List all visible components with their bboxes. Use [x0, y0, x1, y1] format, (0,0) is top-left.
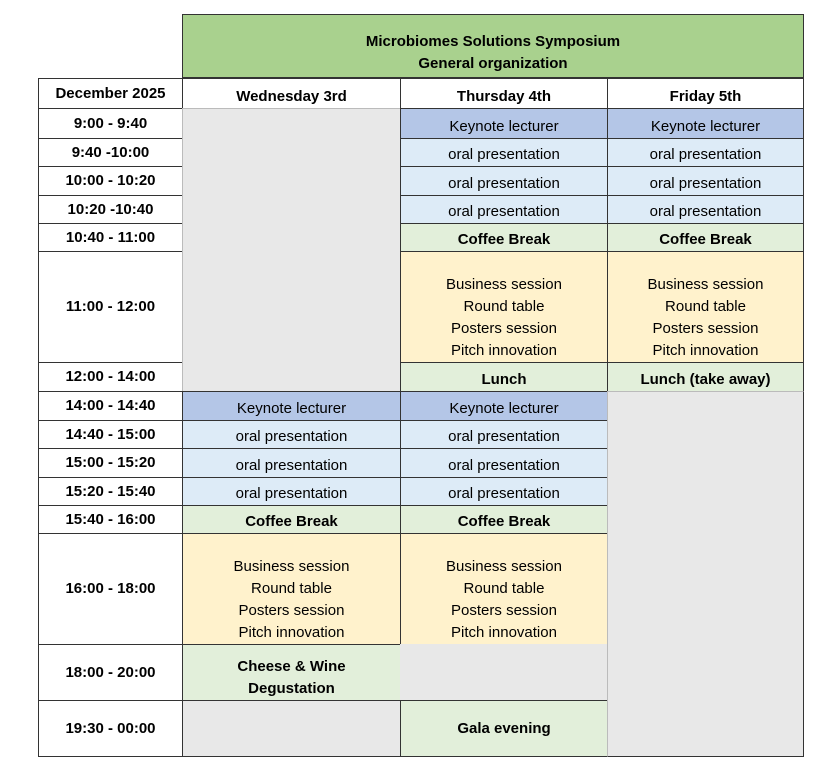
time-slot: [38, 477, 183, 506]
session-label: Coffee Break: [245, 513, 338, 530]
session-label: oral presentation: [448, 146, 560, 163]
day-header-wednesday: [182, 78, 401, 109]
sessions-block: [400, 251, 608, 363]
session-label: Gala evening: [457, 719, 551, 737]
session-label: Keynote lecturer: [449, 118, 559, 135]
time-slot: [38, 700, 183, 757]
oral-presentation-cell: [400, 420, 608, 449]
sessions-block: [607, 251, 804, 363]
time-label: 9:40 -10:00: [71, 143, 150, 161]
time-slot: [38, 223, 183, 252]
oral-presentation-cell: [400, 166, 608, 196]
title-line-2: General organization: [418, 55, 568, 72]
coffee-break-cell: [400, 505, 608, 534]
session-label: oral presentation: [649, 146, 762, 163]
session-label: oral presentation: [448, 485, 560, 502]
session-label: oral presentation: [649, 175, 762, 192]
session-label: Coffee Break: [659, 231, 752, 248]
oral-presentation-cell: [607, 166, 804, 196]
session-label: Round table: [251, 580, 332, 597]
oral-presentation-cell: [400, 138, 608, 167]
cheese-wine-cell: [182, 644, 401, 701]
oral-presentation-cell: [400, 477, 608, 506]
empty-cell: [607, 391, 804, 757]
symposium-title: [182, 14, 804, 78]
empty-cell: [182, 108, 401, 392]
oral-presentation-cell: [607, 138, 804, 167]
session-label: Pitch innovation: [238, 624, 345, 641]
session-label: Cheese & Wine: [237, 658, 346, 675]
time-label: 9:00 - 9:40: [73, 114, 148, 132]
session-label: Keynote lecturer: [236, 400, 347, 417]
session-label: Business session: [233, 558, 350, 575]
session-label: Posters session: [652, 320, 759, 337]
month-header: [38, 78, 183, 109]
session-label: Pitch innovation: [652, 342, 759, 359]
sessions-block: [182, 533, 401, 645]
time-label: 10:00 - 10:20: [65, 172, 156, 189]
session-label: Coffee Break: [457, 513, 551, 530]
coffee-break-cell: [182, 505, 401, 534]
oral-presentation-cell: [182, 420, 401, 449]
session-label: oral presentation: [235, 428, 348, 445]
session-label: Posters session: [238, 602, 345, 619]
session-label: Business session: [446, 276, 562, 293]
session-label: oral presentation: [649, 203, 762, 220]
gala-evening-cell: [400, 700, 608, 757]
session-label: Coffee Break: [457, 231, 551, 248]
session-label: Business session: [647, 276, 764, 293]
keynote-cell: [182, 391, 401, 421]
session-label: Keynote lecturer: [449, 400, 559, 417]
empty-cell: [400, 644, 608, 701]
time-label: 11:00 - 12:00: [65, 298, 156, 315]
keynote-cell: [607, 108, 804, 139]
oral-presentation-cell: [182, 448, 401, 478]
day-header-thursday: [400, 78, 608, 109]
time-label: 15:00 - 15:20: [65, 454, 156, 471]
session-label: Round table: [463, 580, 545, 597]
session-label: Pitch innovation: [451, 342, 557, 359]
time-slot: [38, 505, 183, 534]
coffee-break-cell: [400, 223, 608, 252]
oral-presentation-cell: [400, 195, 608, 224]
day-label: Wednesday 3rd: [236, 88, 347, 105]
time-label: 19:30 - 00:00: [65, 719, 156, 737]
oral-presentation-cell: [182, 477, 401, 506]
time-slot: [38, 362, 183, 392]
time-slot: [38, 251, 183, 363]
time-slot: [38, 138, 183, 167]
time-label: 15:20 - 15:40: [65, 482, 156, 500]
session-label: Business session: [446, 558, 562, 575]
day-label: Friday 5th: [669, 88, 742, 105]
session-label: Round table: [665, 298, 746, 315]
session-label: Lunch (take away): [640, 371, 771, 388]
session-label: oral presentation: [448, 428, 560, 445]
time-slot: [38, 420, 183, 449]
time-slot: [38, 166, 183, 196]
day-label: Thursday 4th: [456, 88, 552, 105]
time-label: 12:00 - 14:00: [65, 368, 156, 385]
time-label: 15:40 - 16:00: [65, 510, 156, 528]
session-label: Pitch innovation: [451, 624, 557, 641]
session-label: oral presentation: [235, 457, 348, 474]
time-label: 10:40 - 11:00: [65, 228, 156, 246]
session-label: Posters session: [451, 320, 557, 337]
time-label: 18:00 - 20:00: [65, 663, 156, 681]
time-label: 14:40 - 15:00: [65, 425, 156, 443]
session-label: oral presentation: [235, 485, 348, 502]
session-label: Keynote lecturer: [650, 118, 761, 135]
empty-cell: [182, 700, 401, 757]
session-label: oral presentation: [448, 457, 560, 474]
time-label: 10:20 -10:40: [67, 200, 154, 218]
title-line-1: Microbiomes Solutions Symposium: [365, 33, 621, 50]
lunch-cell: [400, 362, 608, 392]
session-label: Posters session: [451, 602, 557, 619]
session-label: Lunch: [481, 371, 527, 388]
time-label: 16:00 - 18:00: [65, 580, 156, 597]
time-slot: [38, 108, 183, 139]
session-label: Degustation: [248, 680, 335, 697]
session-label: Round table: [463, 298, 545, 315]
month-label: December 2025: [55, 84, 166, 102]
time-slot: [38, 195, 183, 224]
time-label: 14:00 - 14:40: [65, 397, 156, 414]
oral-presentation-cell: [400, 448, 608, 478]
keynote-cell: [400, 391, 608, 421]
time-slot: [38, 533, 183, 645]
time-slot: [38, 391, 183, 421]
keynote-cell: [400, 108, 608, 139]
time-slot: [38, 644, 183, 701]
session-label: oral presentation: [448, 203, 560, 220]
sessions-block: [400, 533, 608, 645]
lunch-takeaway-cell: [607, 362, 804, 392]
session-label: oral presentation: [448, 175, 560, 192]
coffee-break-cell: [607, 223, 804, 252]
oral-presentation-cell: [607, 195, 804, 224]
time-slot: [38, 448, 183, 478]
day-header-friday: [607, 78, 804, 109]
